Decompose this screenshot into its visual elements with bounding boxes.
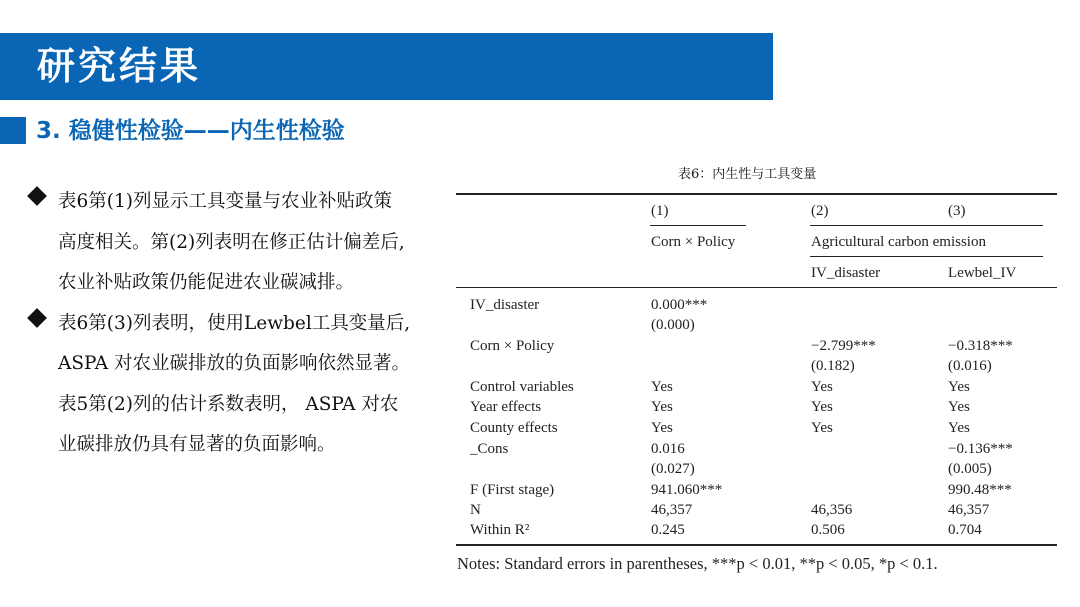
cell-col1: 0.016 xyxy=(651,441,685,457)
bullet-line: 表5第(2)列的估计系数表明， ASPA 对农 xyxy=(58,393,399,415)
bullet-line: 业碳排放仍具有显著的负面影响。 xyxy=(58,434,336,455)
title-bar xyxy=(0,33,773,100)
row-label: Year effects xyxy=(470,399,542,415)
diamond-bullet-icon xyxy=(27,186,47,206)
bullet-item xyxy=(28,182,458,304)
page-title: 研究结果 xyxy=(37,44,202,88)
cell-col2: (0.182) xyxy=(811,358,855,374)
cell-col3: 46,357 xyxy=(948,502,990,518)
cell-col3: (0.005) xyxy=(948,461,992,477)
cell-col2: Yes xyxy=(811,399,833,415)
col-number-2: (2) xyxy=(811,203,829,219)
cell-col3: −0.136*** xyxy=(948,441,1013,457)
row-label: County effects xyxy=(470,420,558,436)
bullet-line: 表6第(3)列表明，使用Lewbel工具变量后, xyxy=(58,312,411,334)
dep-var-col1: Corn × Policy xyxy=(651,234,736,250)
cell-col1: Yes xyxy=(651,399,673,415)
col23-header-rule xyxy=(810,225,1043,226)
diamond-bullet-icon xyxy=(27,308,47,328)
cell-col2: Yes xyxy=(811,420,833,436)
table-bottom-rule xyxy=(456,544,1057,546)
cell-col2: Yes xyxy=(811,379,833,395)
cell-col1: (0.027) xyxy=(651,461,695,477)
cell-col2: −2.799*** xyxy=(811,338,876,354)
subheader-rule xyxy=(810,256,1043,257)
table-notes: Notes: Standard errors in parentheses, ***p < 0.01, **p < 0.05, *p < 0.1. xyxy=(457,554,938,573)
cell-col3: 0.704 xyxy=(948,522,982,538)
subheader-col3: Lewbel_IV xyxy=(948,265,1017,281)
cell-col1: 46,357 xyxy=(651,502,693,518)
bullet-line: ASPA 对农业碳排放的负面影响依然显著。 xyxy=(58,353,411,374)
cell-col3: −0.318*** xyxy=(948,338,1013,354)
cell-col3: Yes xyxy=(948,399,970,415)
row-label: Corn × Policy xyxy=(470,338,555,354)
cell-col1: Yes xyxy=(651,379,673,395)
cell-col1: 0.245 xyxy=(651,522,685,538)
cell-col1: 941.060*** xyxy=(651,482,723,498)
col-number-3: (3) xyxy=(948,203,966,219)
cell-col2: 46,356 xyxy=(811,502,853,518)
row-label: IV_disaster xyxy=(470,297,540,313)
row-label: _Cons xyxy=(470,441,509,457)
section-title: 3. 稳健性检验——内生性检验 xyxy=(36,118,345,144)
cell-col1: 0.000*** xyxy=(651,297,708,313)
bullet-line: 高度相关。第(2)列表明在修正估计偏差后, xyxy=(58,231,405,253)
table-top-rule xyxy=(456,193,1057,195)
bullet-line: 表6第(1)列显示工具变量与农业补贴政策 xyxy=(58,191,392,212)
cell-col3: Yes xyxy=(948,379,970,395)
cell-col1: Yes xyxy=(651,420,673,436)
bullet-item xyxy=(28,304,458,466)
section-marker xyxy=(0,117,26,144)
col1-header-rule xyxy=(650,225,746,226)
cell-col3: 990.48*** xyxy=(948,482,1012,498)
cell-col2: 0.506 xyxy=(811,522,845,538)
row-label: Within R² xyxy=(470,522,530,538)
dep-var-col23: Agricultural carbon emission xyxy=(811,234,986,250)
subheader-col2: IV_disaster xyxy=(811,265,881,281)
bullet-list xyxy=(28,182,458,466)
row-label: N xyxy=(470,502,481,518)
col-number-1: (1) xyxy=(651,203,669,219)
row-label: F (First stage) xyxy=(470,482,555,498)
table-mid-rule xyxy=(456,287,1057,288)
cell-col3: Yes xyxy=(948,420,970,436)
bullet-line: 农业补贴政策仍能促进农业碳减排。 xyxy=(58,272,355,293)
cell-col3: (0.016) xyxy=(948,358,992,374)
row-label: Control variables xyxy=(470,379,574,395)
cell-col1: (0.000) xyxy=(651,317,695,333)
table-caption: 表6：内生性与工具变量 xyxy=(678,167,817,182)
